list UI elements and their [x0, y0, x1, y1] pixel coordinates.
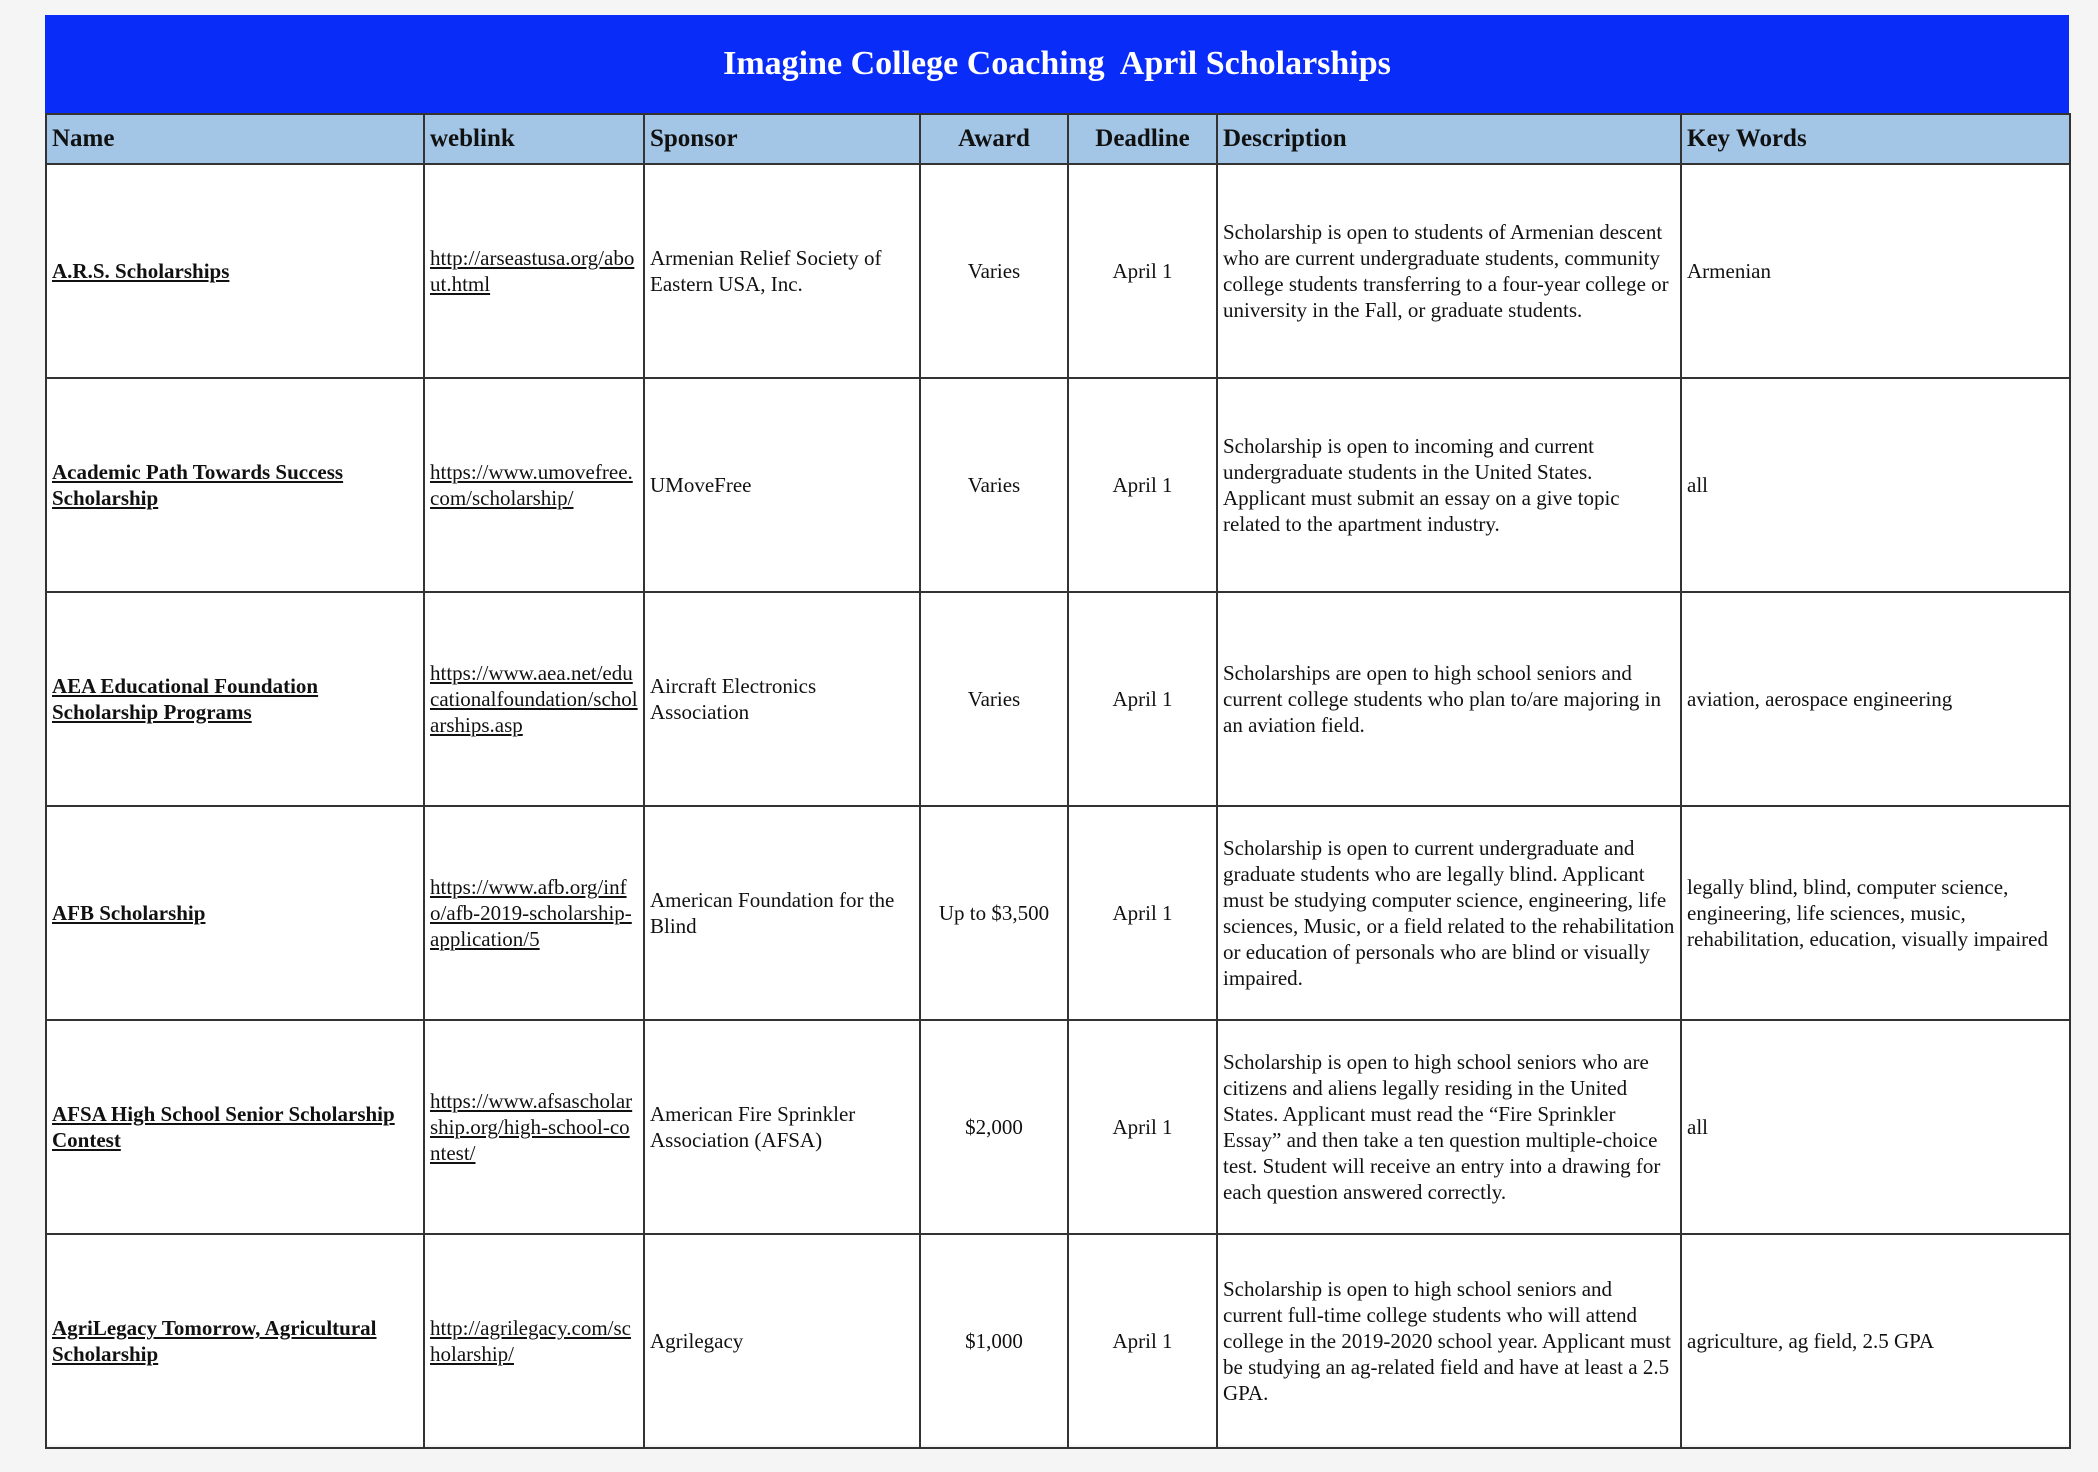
deadline-cell: April 1: [1068, 1234, 1217, 1448]
weblink-cell: [424, 1234, 644, 1448]
weblink-link[interactable]: https://www.afsascholarship.org/high-school-contest/: [430, 1089, 633, 1165]
header-weblink: weblink: [424, 114, 644, 164]
name-cell: [46, 1234, 424, 1448]
weblink-link[interactable]: https://www.umovefree.com/scholarship/: [430, 460, 633, 510]
weblink-link[interactable]: https://www.aea.net/educationalfoundation/scholarships.asp: [430, 661, 638, 737]
sponsor-cell: UMoveFree: [644, 378, 920, 592]
description-cell: Scholarship is open to current undergraduate and graduate students who are legally blind. Applicant must be studying computer science, engineering, life sciences, Music, or a field related to the rehabilitation or education of personals who are blind or visually impaired.: [1217, 806, 1681, 1020]
keywords-cell: aviation, aerospace engineering: [1681, 592, 2070, 806]
name-cell: [46, 378, 424, 592]
weblink-cell: [424, 164, 644, 378]
deadline-cell: April 1: [1068, 378, 1217, 592]
header-description: Description: [1217, 114, 1681, 164]
weblink-link[interactable]: http://arseastusa.org/about.html: [430, 246, 635, 296]
scholarship-table: [45, 113, 2071, 1449]
weblink-cell: [424, 592, 644, 806]
header-keywords: Key Words: [1681, 114, 2070, 164]
description-cell: Scholarship is open to students of Armenian descent who are current undergraduate students, community college students transferring to a four-year college or university in the Fall, or graduate students.: [1217, 164, 1681, 378]
table-row: [46, 806, 2070, 1020]
sponsor-cell: American Fire Sprinkler Association (AFSA): [644, 1020, 920, 1234]
keywords-cell: legally blind, blind, computer science, engineering, life sciences, music, rehabilitation, education, visually impaired: [1681, 806, 2070, 1020]
weblink-cell: [424, 1020, 644, 1234]
header-name: Name: [46, 114, 424, 164]
description-cell: Scholarships are open to high school seniors and current college students who plan to/are majoring in an aviation field.: [1217, 592, 1681, 806]
sponsor-cell: Agrilegacy: [644, 1234, 920, 1448]
description-cell: Scholarship is open to high school seniors who are citizens and aliens legally residing in the United States. Applicant must read the “Fire Sprinkler Essay” and then take a ten question multiple-choice test. Student will receive an entry into a drawing for each question answered correctly.: [1217, 1020, 1681, 1234]
award-cell: Up to $3,500: [920, 806, 1068, 1020]
keywords-cell: Armenian: [1681, 164, 2070, 378]
weblink-cell: [424, 378, 644, 592]
award-cell: Varies: [920, 592, 1068, 806]
award-cell: Varies: [920, 378, 1068, 592]
scholarship-name-link[interactable]: AgriLegacy Tomorrow, Agricultural Scholarship: [52, 1316, 377, 1366]
scholarship-name-link[interactable]: AFB Scholarship: [52, 901, 206, 925]
header-sponsor: Sponsor: [644, 114, 920, 164]
award-cell: $1,000: [920, 1234, 1068, 1448]
deadline-cell: April 1: [1068, 164, 1217, 378]
name-cell: [46, 592, 424, 806]
award-cell: Varies: [920, 164, 1068, 378]
scholarship-name-link[interactable]: A.R.S. Scholarships: [52, 259, 230, 283]
table-row: [46, 1020, 2070, 1234]
award-cell: $2,000: [920, 1020, 1068, 1234]
page-title: Imagine College Coaching April Scholarships: [45, 15, 2069, 113]
sponsor-cell: American Foundation for the Blind: [644, 806, 920, 1020]
name-cell: [46, 164, 424, 378]
deadline-cell: April 1: [1068, 1020, 1217, 1234]
description-cell: Scholarship is open to high school seniors and current full-time college students who will attend college in the 2019-2020 school year. Applicant must be studying an ag-related field and have at least a 2.5 GPA.: [1217, 1234, 1681, 1448]
header-deadline: Deadline: [1068, 114, 1217, 164]
scholarship-name-link[interactable]: Academic Path Towards Success Scholarship: [52, 460, 344, 510]
table-row: [46, 378, 2070, 592]
deadline-cell: April 1: [1068, 592, 1217, 806]
description-cell: Scholarship is open to incoming and current undergraduate students in the United States. Applicant must submit an essay on a give topic related to the apartment industry.: [1217, 378, 1681, 592]
keywords-cell: all: [1681, 378, 2070, 592]
sponsor-cell: Armenian Relief Society of Eastern USA, Inc.: [644, 164, 920, 378]
deadline-cell: April 1: [1068, 806, 1217, 1020]
keywords-cell: all: [1681, 1020, 2070, 1234]
scholarship-name-link[interactable]: AEA Educational Foundation Scholarship Programs: [52, 674, 319, 724]
name-cell: [46, 806, 424, 1020]
table-row: [46, 1234, 2070, 1448]
table-row: [46, 592, 2070, 806]
header-row: [46, 114, 2070, 164]
scholarship-name-link[interactable]: AFSA High School Senior Scholarship Contest: [52, 1102, 395, 1152]
keywords-cell: agriculture, ag field, 2.5 GPA: [1681, 1234, 2070, 1448]
weblink-cell: [424, 806, 644, 1020]
sponsor-cell: Aircraft Electronics Association: [644, 592, 920, 806]
scholarship-sheet: [45, 15, 2069, 1445]
table-row: [46, 164, 2070, 378]
weblink-link[interactable]: http://agrilegacy.com/scholarship/: [430, 1316, 631, 1366]
name-cell: [46, 1020, 424, 1234]
header-award: Award: [920, 114, 1068, 164]
weblink-link[interactable]: https://www.afb.org/info/afb-2019-scholarship-application/5: [430, 875, 632, 951]
